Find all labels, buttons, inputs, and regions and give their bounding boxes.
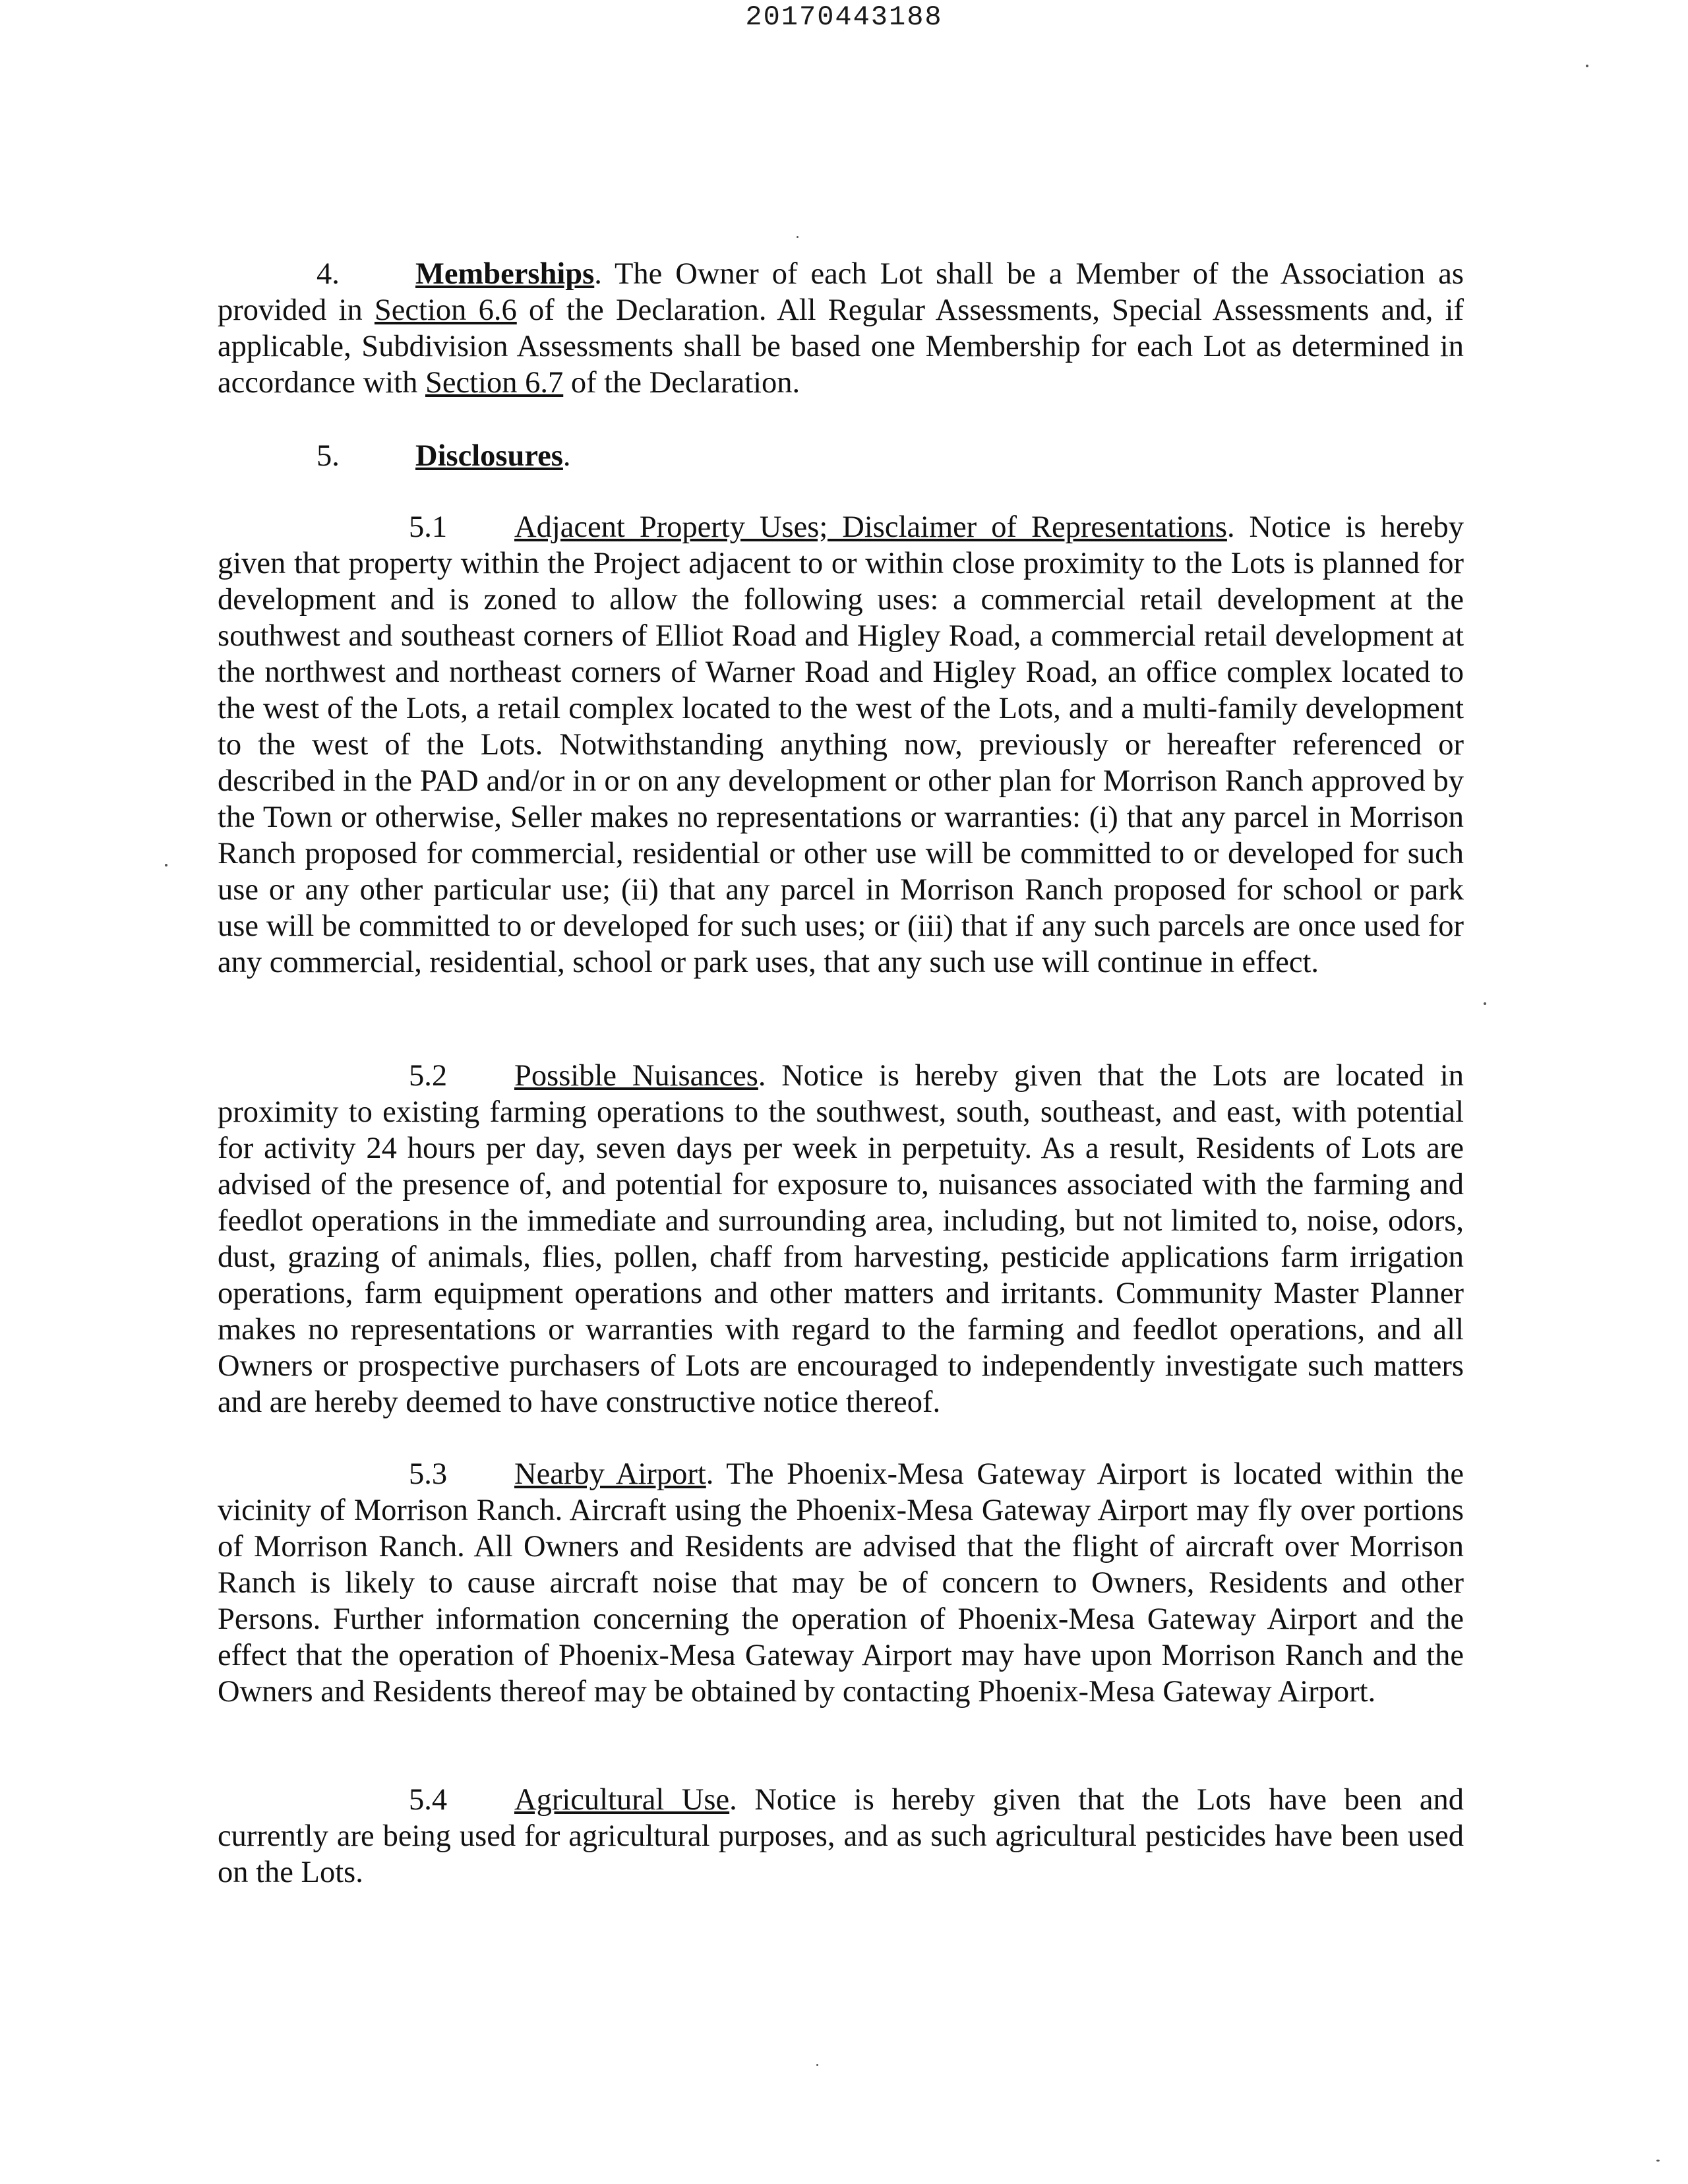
section-5-2-number: 5.2 — [409, 1059, 448, 1093]
section-4-ref-6-6: Section 6.6 — [374, 293, 517, 327]
scan-speck — [797, 236, 799, 238]
section-5-4-paragraph — [218, 1782, 1464, 1891]
section-4-text-2: of the Declaration. All Regular Assessments, Special Assessments and, if applicable, Subdivision Assessments shall be based one Membership for each Lot as determined in accordance with — [218, 293, 1464, 400]
section-5-4-text: . Notice is hereby given that the Lots have been and currently are being used for agricultural purposes, and as such agricultural pesticides have been used on the Lots. — [218, 1783, 1464, 1889]
section-5-1-paragraph — [218, 509, 1464, 981]
section-4-text-3: of the Declaration. — [563, 366, 800, 400]
section-5-2-title: Possible Nuisances — [514, 1059, 758, 1093]
scan-speck — [1586, 65, 1588, 67]
section-5-1-title: Adjacent Property Uses; Disclaimer of Representations — [514, 510, 1227, 544]
section-5-number: 5. — [316, 439, 340, 473]
section-5-4-number: 5.4 — [409, 1783, 448, 1817]
document-number: 20170443188 — [745, 1, 943, 33]
section-4-title: Memberships — [415, 257, 595, 291]
section-4-paragraph — [218, 256, 1464, 401]
section-5-1-text: . Notice is hereby given that property within the Project adjacent to or within close proximity to the Lots is planned for development and is zoned to allow the following uses: a commercial retail development at the southwest and southeast corners of Elliot Road and Higley Road, a commercial retail development at the northwest and northeast corners of Warner Road and Higley Road, an office complex located to the west of the Lots, a retail complex located to the west of the Lots, and a multi-family development to the west of the Lots. Notwithstanding anything now, previously or hereafter referenced or described in the PAD and/or in or on any development or other plan for Morrison Ranch approved by the Town or otherwise, Seller makes no representations or warranties: (i) that any parcel in Morrison Ranch proposed for commercial, residential or other use will be committed to or developed for such use or any other particular use; (ii) that any parcel in Morrison Ranch proposed for school or park use will be committed to or developed for such uses; or (iii) that if any such parcels are once used for any commercial, residential, school or park uses, that any such use will continue in effect. — [218, 510, 1464, 979]
scan-speck — [1484, 1002, 1486, 1005]
section-5-4-title: Agricultural Use — [514, 1783, 730, 1817]
section-4-ref-6-7: Section 6.7 — [425, 366, 564, 400]
section-5-heading — [218, 438, 1464, 474]
scan-speck — [165, 864, 167, 866]
section-4-text-1: . The Owner of each Lot shall be a Member of the Association as provided in — [218, 257, 1464, 327]
section-5-2-text: . Notice is hereby given that the Lots are located in proximity to existing farming operations to the southwest, south, southeast, and east, with potential for activity 24 hours per day, seven days per week in perpetuity. As a result, Residents of Lots are advised of the presence of, and potential for exposure to, nuisances associated with the farming and feedlot operations in the immediate and surrounding area, including, but not limited to, noise, odors, dust, grazing of animals, flies, pollen, chaff from harvesting, pesticide applications farm irrigation operations, farm equipment operations and other matters and irritants. Community Master Planner makes no representations or warranties with regard to the farming and feedlot operations, and all Owners or prospective purchasers of Lots are encouraged to independently investigate such matters and are hereby deemed to have constructive notice thereof. — [218, 1059, 1464, 1419]
section-5-3-number: 5.3 — [409, 1457, 448, 1491]
section-4-number: 4. — [316, 257, 340, 291]
section-5-2-paragraph — [218, 1058, 1464, 1420]
section-5-1-number: 5.1 — [409, 510, 448, 544]
section-5-title-end: . — [562, 439, 571, 473]
section-5-title: Disclosures — [415, 439, 563, 473]
section-5-3-paragraph — [218, 1456, 1464, 1710]
section-5-3-title: Nearby Airport — [514, 1457, 706, 1491]
scan-speck — [816, 2064, 818, 2066]
section-5-3-text: . The Phoenix-Mesa Gateway Airport is located within the vicinity of Morrison Ranch. Aircraft using the Phoenix-Mesa Gateway Airport may fly over portions of Morrison Ranch. All Owners and Residents are advised that the flight of aircraft over Morrison Ranch is likely to cause aircraft noise that may be of concern to Owners, Residents and other Persons. Further information concerning the operation of Phoenix-Mesa Gateway Airport and the effect that the operation of Phoenix-Mesa Gateway Airport may have upon Morrison Ranch and the Owners and Residents thereof may be obtained by contacting Phoenix-Mesa Gateway Airport. — [218, 1457, 1464, 1709]
scan-speck — [1656, 2160, 1660, 2162]
